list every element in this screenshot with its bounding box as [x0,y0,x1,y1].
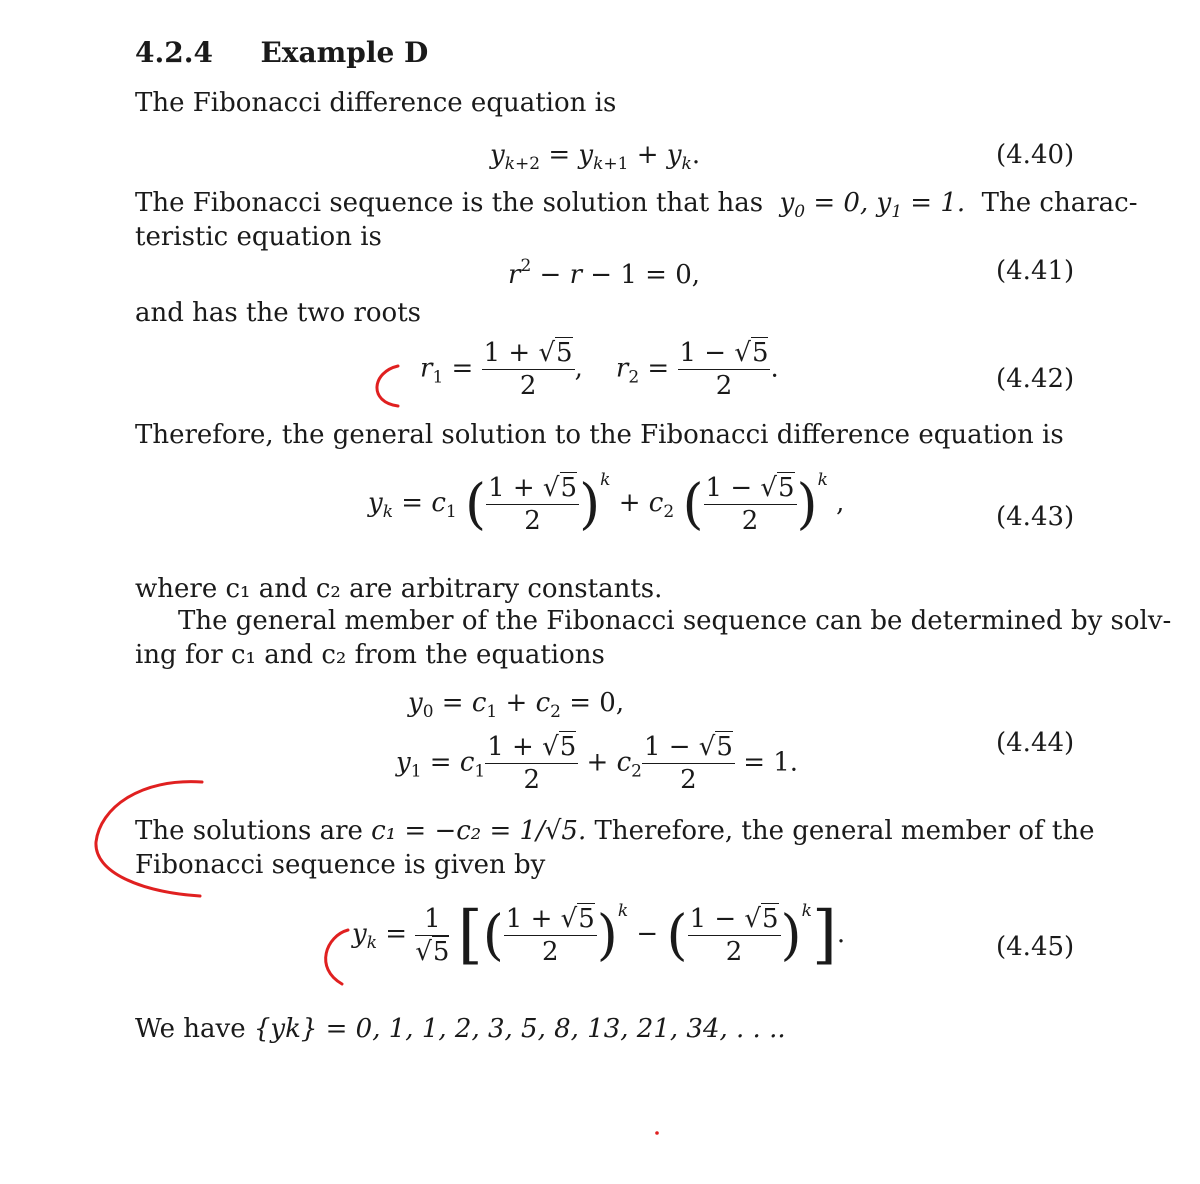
equation-4-43: $y_k = c_1$ ( $\frac{1 + √5}{2}$ )$^k + c_2$ ( $\frac{1 - √5}{2}$ )$^k$ , [368,470,845,536]
bracket-mark-4-42 [377,366,398,406]
small-dot [655,1131,659,1135]
paragraph-8-text: We have [135,1014,246,1044]
bracket-mark-4-44 [96,782,202,896]
equation-4-44-line-2: $y_1 = c_1$ $\frac{1 + √5}{2}$ + $c_2$ $\frac{1 - √5}{2}$ = 1. [396,732,799,795]
paragraph-6-line-1: The general member of the Fibonacci sequence can be determined by solv- [178,606,1172,636]
equation-number-4-43: (4.43) [996,502,1075,532]
sequence-values: {yk} = 0, 1, 1, 2, 3, 5, 8, 13, 21, 34, . . .. [253,1014,786,1044]
bracket-mark-4-45 [326,930,348,984]
paragraph-7-line-2: Fibonacci sequence is given by [135,850,546,880]
solution-values: c₁ = −c₂ = 1/√5. [371,816,587,846]
initial-conditions: $y_0 = 0$, $y_1 = 1$. [771,188,974,222]
equation-4-45: $y_k$ = $\frac{1}{√5}$ [( $\frac{1 + √5}{2}$ )$^k$ − ( $\frac{1 - √5}{2}$ )$^k$]. [352,898,846,972]
equation-number-4-45: (4.45) [996,932,1075,962]
section-title: Example D [260,36,429,69]
equation-number-4-41: (4.41) [996,256,1075,286]
equation-4-40: $y_{k+2} = y_{k+1} + y_k$. [490,140,701,174]
equation-4-41: $r^2 - r - 1 = 0$, [508,256,701,290]
paragraph-1: The Fibonacci difference equation is [135,88,617,118]
paragraph-2-line-2: teristic equation is [135,222,382,252]
section-number: 4.2.4 [135,36,213,69]
paragraph-3: and has the two roots [135,298,421,328]
equation-4-44-line-1: $y_0 = c_1 + c_2 = 0$, [408,688,625,722]
equation-number-4-44: (4.44) [996,728,1075,758]
paragraph-2-text-a: The Fibonacci sequence is the solution that has [135,188,764,218]
paragraph-5: where c₁ and c₂ are arbitrary constants. [135,574,663,604]
equation-number-4-42: (4.42) [996,364,1075,394]
paragraph-7-text-b: Therefore, the general member of the [594,816,1095,846]
paragraph-2-text-b: The charac- [981,188,1138,218]
paragraph-4: Therefore, the general solution to the Fibonacci difference equation is [135,420,1064,450]
equation-4-42: $r_1$ = $\frac{1 + √5}{2}$ , $r_2$ = $\frac{1 - √5}{2}$ . [420,338,779,401]
paragraph-7-text-a: The solutions are [135,816,363,846]
paragraph-6-line-2: ing for c₁ and c₂ from the equations [135,640,605,670]
equation-number-4-40: (4.40) [996,140,1075,170]
